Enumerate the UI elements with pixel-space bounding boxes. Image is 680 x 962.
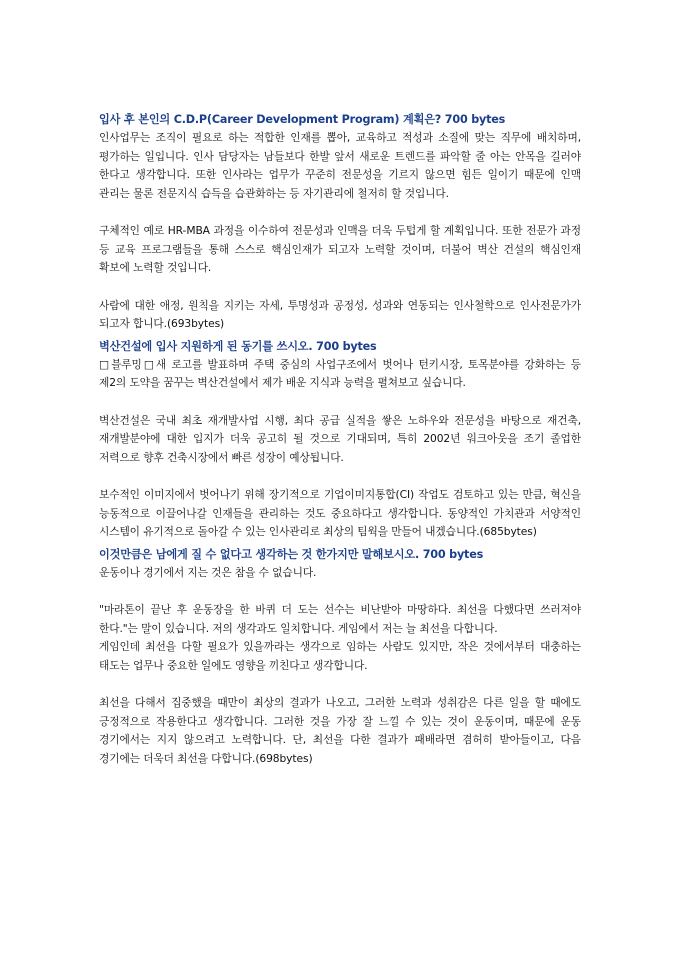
paragraph: "마라톤이 끝난 후 운동장을 한 바퀴 더 도는 선수는 비난받아 마땅하다. 최선을 다했다면 쓰러져야 한다."는 말이 있습니다. 저의 생각과도 일치합니다. 게임에서 저는 늘 최선을 다합니다.	[99, 603, 581, 635]
section-motivation	[99, 338, 581, 542]
paragraph: 운동이나 경기에서 지는 것은 참을 수 없습니다.	[99, 565, 317, 579]
document-page	[99, 111, 581, 768]
paragraph: □블루밍□새 로고를 발표하며 주택 중심의 사업구조에서 벗어나 턴키시장, 토목분야를 강화하는 등 제2의 도약을 꿈꾸는 벽산건설에서 제가 배운 지식과 능력을 펼쳐보고 싶습니다.	[99, 357, 581, 389]
paragraph: 인사업무는 조직이 필요로 하는 적합한 인재를 뽑아, 교육하고 적성과 소질에 맞는 직무에 배치하며, 평가하는 일입니다. 인사 담당자는 남들보다 한발 앞서 새로운 트렌드를 파악할 줄 아는 안목을 길러야 한다고 생각합니다. 또한 인사라는 업무가 꾸준히 전문성을 기르지 않으면 힘든 일이기 때문에 인맥 관리는 물론 전문지식 습득을 습관화하는 등 자기관리에 철저히 할 것입니다.	[99, 131, 581, 200]
paragraph: 구체적인 예로 HR-MBA 과정을 이수하여 전문성과 인맥을 더욱 두텁게 할 계획입니다. 또한 전문가 과정 등 교육 프로그램들을 통해 스스로 핵심인재가 되고자 노력할 것이며, 더불어 벽산 건설의 핵심인재 확보에 노력할 것입니다.	[99, 224, 581, 274]
section-title-cdp: 입사 후 본인의 C.D.P(Career Development Program) 계획은? 700 bytes	[99, 113, 506, 126]
section-title-motivation: 벽산건설에 입사 지원하게 된 동기를 쓰시오. 700 bytes	[99, 339, 377, 353]
paragraph: 사람에 대한 애정, 원칙을 지키는 자세, 투명성과 공정성, 성과와 연동되는 인사철학으로 인사전문가가 되고자 합니다.(693bytes)	[99, 298, 581, 330]
section-strength	[99, 546, 581, 769]
paragraph: 최선을 다해서 집중했을 때만이 최상의 결과가 나오고, 그러한 노력과 성취감은 다른 일을 할 때에도 긍정적으로 작용한다고 생각합니다. 그러한 것을 가장 잘 느낄 수 있는 것이 운동이며, 때문에 운동 경기에서는 지지 않으려고 노력합니다. 단, 최선을 다한 결과가 패배라면 겸허히 받아들이고, 다음 경기에는 더욱더 최선을 다합니다.(698bytes)	[99, 696, 581, 765]
section-cdp	[99, 111, 581, 334]
section-title-strength: 이것만큼은 남에게 질 수 없다고 생각하는 것 한가지만 말해보시오. 700 bytes	[99, 547, 484, 561]
paragraph: 보수적인 이미지에서 벗어나기 위해 장기적으로 기업이미지통합(CI) 작업도 검토하고 있는 만큼, 혁신을 능동적으로 이끌어나갈 인재들을 관리하는 것도 중요하다고 생각합니다. 동양적인 가치관과 서양적인 시스템이 유기적으로 돌아갈 수 있는 인사관리로 최상의 팀웍을 만들어 내겠습니다.(685bytes)	[99, 488, 581, 538]
paragraph: 게임인데 최선을 다할 필요가 있을까라는 생각으로 임하는 사람도 있지만, 작은 것에서부터 대충하는 태도는 업무나 중요한 일에도 영향을 끼친다고 생각합니다.	[99, 640, 581, 672]
paragraph: 벽산건설은 국내 최초 재개발사업 시행, 최다 공급 실적을 쌓은 노하우와 전문성을 바탕으로 재건축, 재개발분야에 대한 입지가 더욱 공고히 될 것으로 기대되며, 특히 2002년 워크아웃을 조기 졸업한 저력으로 향후 건축시장에서 빠른 성장이 예상됩니다.	[99, 413, 581, 464]
